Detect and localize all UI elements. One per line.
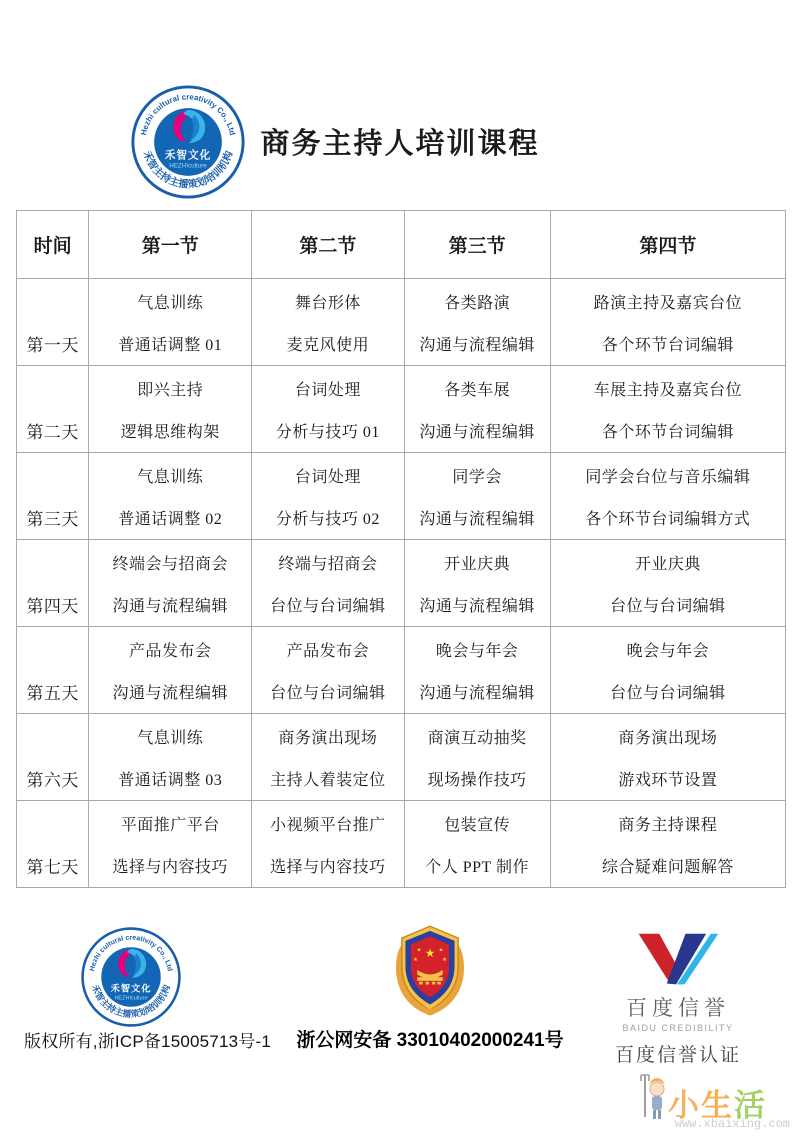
course-line: 开业庆典 [444,555,511,573]
day-label: 第六天 [26,770,79,790]
day-cell [17,714,89,801]
course-line: 同学会台位与音乐编辑 [585,468,751,486]
course-line: 气息训练 [137,729,204,747]
course-cell [550,366,785,453]
course-cell [404,801,550,888]
course-line: 车展主持及嘉宾台位 [593,381,743,399]
course-line: 即兴主持 [137,381,204,399]
column-header-session4: 第四节 [550,211,785,279]
course-line: 路演主持及嘉宾台位 [593,294,743,312]
course-line: 产品发布会 [129,642,212,660]
course-line: 个人 PPT 制作 [425,858,529,876]
schedule-row [17,714,786,801]
course-line: 气息训练 [137,294,204,312]
day-label: 第二天 [26,422,79,442]
course-line: 综合疑难问题解答 [601,858,734,876]
course-line: 沟通与流程编辑 [112,597,229,615]
course-cell [252,366,404,453]
course-cell [550,627,785,714]
course-cell [252,714,404,801]
course-line: 各个环节台词编辑 [601,336,734,354]
course-line: 商务主持课程 [618,816,718,834]
course-line: 主持人着装定位 [270,771,386,789]
course-cell [404,453,550,540]
course-cell [404,366,550,453]
day-label: 第七天 [26,857,79,877]
course-line: 舞台形体 [294,294,361,312]
baidu-credibility-name: 百度信誉 [626,997,730,1020]
police-filing-text: 浙公网安备 33010402000241号 [296,1030,564,1051]
course-line: 包装宣传 [444,816,511,834]
course-line: 普通话调整 02 [118,510,223,528]
course-line: 各个环节台词编辑 [601,423,734,441]
course-line: 选择与内容技巧 [112,858,229,876]
course-schedule-table [16,210,786,888]
baidu-credibility-block [606,930,750,1067]
watermark-char: 活 [734,1088,767,1123]
course-cell [404,714,550,801]
course-line: 沟通与流程编辑 [419,336,535,354]
course-line: 商演互动抽奖 [427,729,527,747]
schedule-body [17,279,786,888]
course-line: 普通话调整 01 [118,336,223,354]
course-cell [89,801,252,888]
site-watermark [640,1073,790,1131]
watermark-url: www.xbaixing.com [674,1117,790,1131]
column-header-session3: 第三节 [404,211,550,279]
course-cell [404,279,550,366]
course-cell [252,279,404,366]
course-line: 沟通与流程编辑 [419,597,535,615]
course-cell [550,714,785,801]
course-line: 小视频平台推广 [270,816,386,834]
baidu-credibility-icon [632,930,724,990]
course-line: 游戏环节设置 [618,771,718,789]
course-cell [550,540,785,627]
course-cell [89,627,252,714]
course-cell [252,540,404,627]
course-line: 分析与技巧 02 [275,510,380,528]
watermark-site-name [668,1090,767,1121]
course-line: 气息训练 [137,468,204,486]
course-line: 商务演出现场 [618,729,718,747]
course-line: 现场操作技巧 [427,771,527,789]
day-label: 第一天 [26,335,79,355]
course-cell [89,714,252,801]
course-line: 沟通与流程编辑 [419,684,535,702]
police-badge-icon [384,919,476,1019]
course-line: 产品发布会 [286,642,370,660]
schedule-row [17,540,786,627]
schedule-row [17,279,786,366]
watermark-char: 生 [701,1088,734,1123]
course-line: 商务演出现场 [278,729,378,747]
schedule-row [17,801,786,888]
course-line: 沟通与流程编辑 [419,510,535,528]
course-cell [404,540,550,627]
course-line: 沟通与流程编辑 [419,423,535,441]
course-line: 台位与台词编辑 [610,597,726,615]
course-line: 开业庆典 [634,555,701,573]
course-cell [252,801,404,888]
header-row [17,211,786,279]
course-line: 普通话调整 03 [118,771,223,789]
course-line: 台词处理 [294,468,361,486]
schedule-row [17,453,786,540]
course-line: 晚会与年会 [626,642,710,660]
course-cell [89,540,252,627]
page-title: 商务主持人培训课程 [260,128,540,160]
day-label: 第五天 [26,683,79,703]
farmer-mascot-icon [640,1073,668,1121]
course-line: 各类路演 [444,294,511,312]
course-line: 各类车展 [444,381,511,399]
course-cell [252,627,404,714]
course-line: 平面推广平台 [120,816,220,834]
day-cell [17,279,89,366]
course-line: 沟通与流程编辑 [112,684,229,702]
course-line: 逻辑思维构架 [120,423,220,441]
course-line: 分析与技巧 01 [275,423,380,441]
course-line: 终端与招商会 [278,555,378,573]
day-cell [17,627,89,714]
course-line: 台位与台词编辑 [270,684,386,702]
course-line: 同学会 [452,468,502,486]
course-line: 台位与台词编辑 [610,684,726,702]
course-cell [89,453,252,540]
course-line: 各个环节台词编辑方式 [585,510,751,528]
day-cell [17,540,89,627]
baidu-credibility-name-en: BAIDU CREDIBILITY [622,1023,734,1033]
course-cell [404,627,550,714]
course-cell [550,279,785,366]
course-cell [550,453,785,540]
course-line: 终端会与招商会 [112,555,229,573]
column-header-session1: 第一节 [89,211,252,279]
course-cell [252,453,404,540]
schedule-row [17,366,786,453]
icp-copyright-text: 版权所有,浙ICP备15005713号-1 [24,1032,272,1051]
watermark-char: 小 [668,1088,701,1123]
hezhi-logo-footer [80,926,182,1028]
course-line: 台位与台词编辑 [270,597,386,615]
course-line: 台词处理 [294,381,361,399]
course-line: 晚会与年会 [435,642,519,660]
baidu-credibility-cert: 百度信誉认证 [614,1045,741,1066]
column-header-session2: 第二节 [252,211,404,279]
day-cell [17,453,89,540]
course-line: 麦克风使用 [286,336,370,354]
day-cell [17,801,89,888]
column-header-time: 时间 [17,211,89,279]
day-label: 第四天 [26,596,79,616]
course-cell [89,366,252,453]
day-cell [17,366,89,453]
course-line: 选择与内容技巧 [270,858,386,876]
course-cell [89,279,252,366]
day-label: 第三天 [26,509,79,529]
course-cell [550,801,785,888]
schedule-row [17,627,786,714]
